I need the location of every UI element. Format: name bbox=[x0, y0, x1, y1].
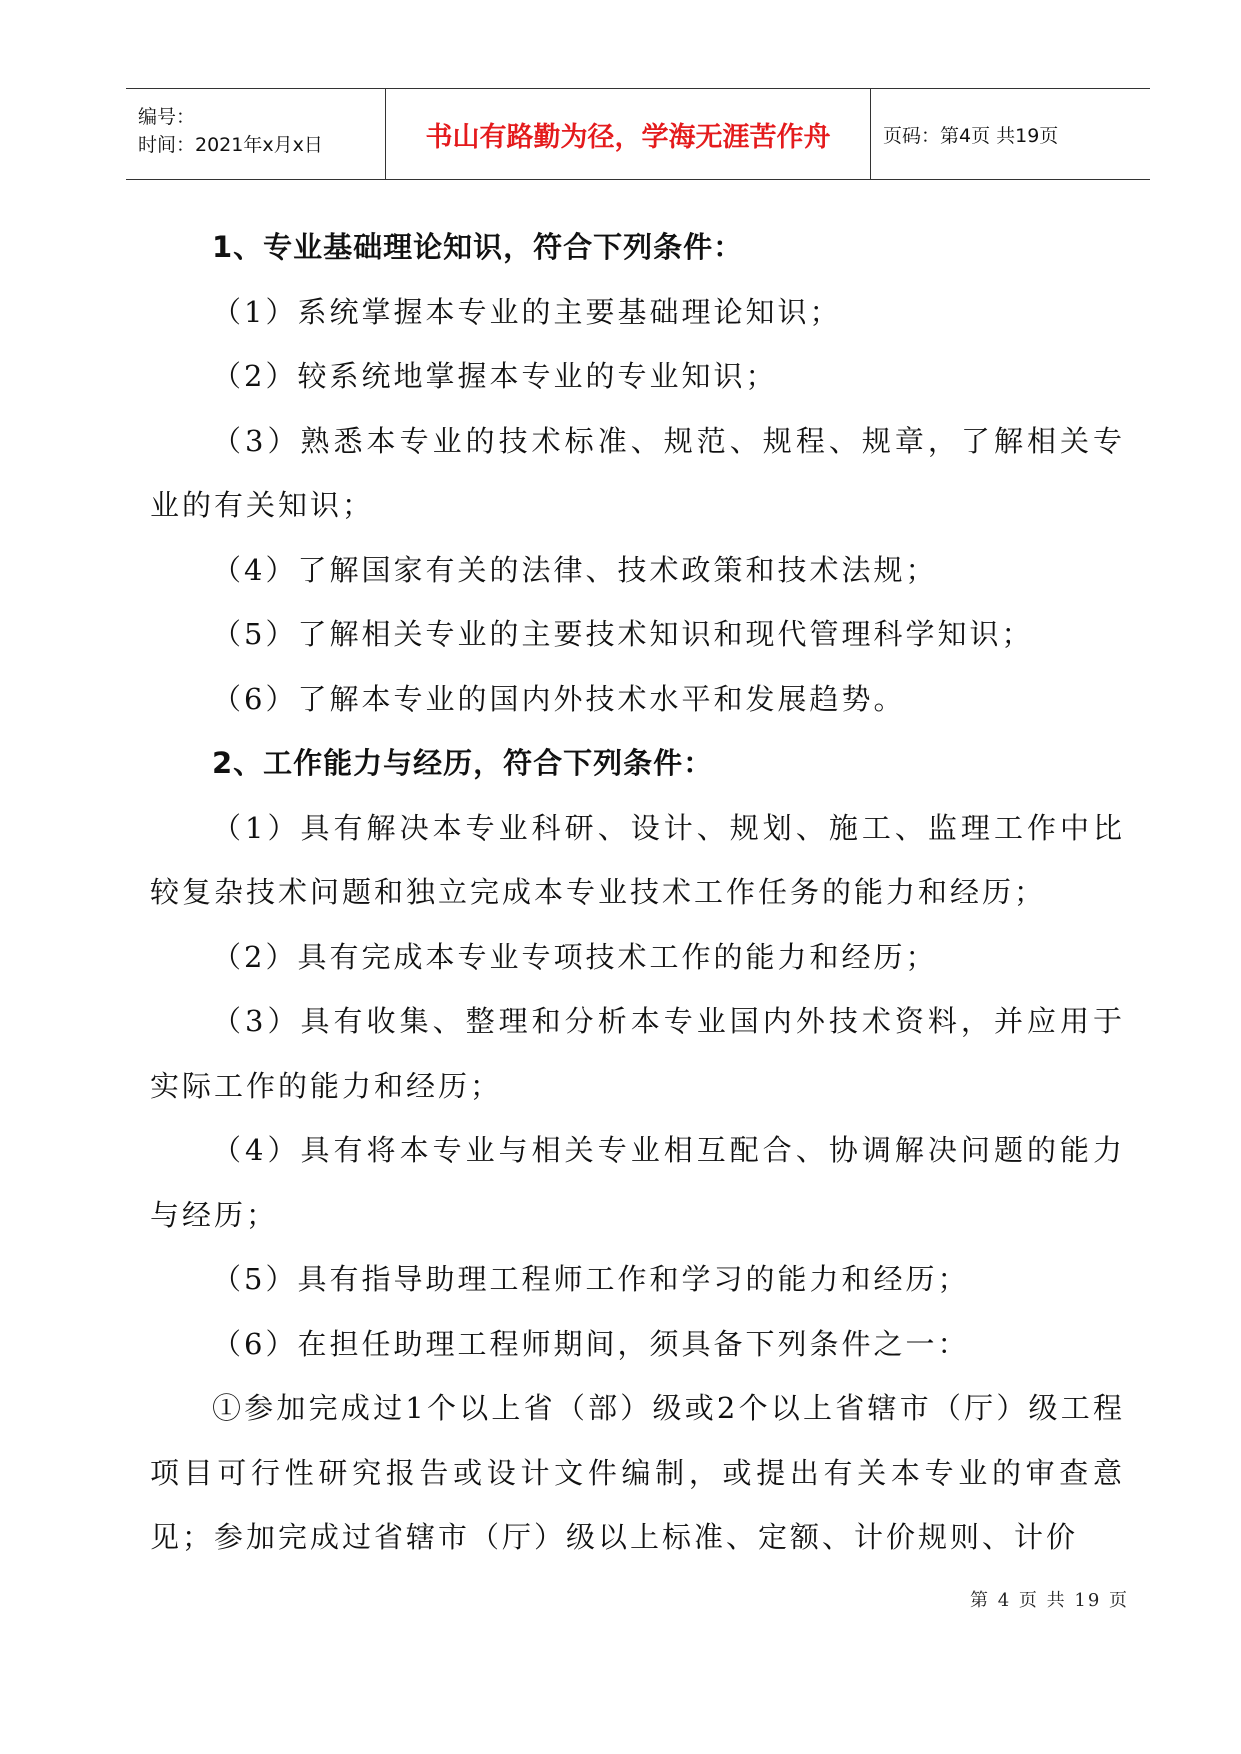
paragraph: （4）了解国家有关的法律、技术政策和技术法规； bbox=[212, 552, 938, 587]
number-label: 编号： bbox=[138, 106, 196, 128]
document-header bbox=[126, 88, 1150, 180]
document-body bbox=[150, 215, 1125, 1570]
header-meta bbox=[126, 89, 386, 179]
paragraph: ①参加完成过1个以上省（部）级或2个以上省辖市（厅）级工程项目可行性研究报告或设计文件编制，或提出有关本专业的审查意见；参加完成过省辖市（厅）级以上标准、定额、计价规则、计价 bbox=[150, 1391, 1125, 1554]
paragraph: （3）具有收集、整理和分析本专业国内外技术资料，并应用于实际工作的能力和经历； bbox=[150, 1004, 1125, 1103]
paragraph: （3）熟悉本专业的技术标准、规范、规程、规章，了解相关专业的有关知识； bbox=[150, 423, 1125, 522]
motto-text: 书山有路勤为径，学海无涯苦作舟 bbox=[425, 121, 831, 153]
paragraph: （1）具有解决本专业科研、设计、规划、施工、监理工作中比较复杂技术问题和独立完成本专业技术工作任务的能力和经历； bbox=[150, 810, 1125, 909]
header-motto-cell bbox=[386, 89, 871, 179]
paragraph: （5）具有指导助理工程师工作和学习的能力和经历； bbox=[212, 1262, 970, 1296]
section-heading: 2、工作能力与经历，符合下列条件： bbox=[212, 746, 714, 780]
paragraph: （2）较系统地掌握本专业的专业知识； bbox=[212, 359, 778, 393]
header-page-cell bbox=[871, 89, 1150, 179]
paragraph: （4）具有将本专业与相关专业相互配合、协调解决问题的能力与经历； bbox=[150, 1133, 1125, 1232]
paragraph: （6）在担任助理工程师期间，须具备下列条件之一： bbox=[212, 1326, 970, 1361]
paragraph: （5）了解相关专业的主要技术知识和现代管理科学知识； bbox=[212, 617, 1034, 651]
paragraph: （2）具有完成本专业专项技术工作的能力和经历； bbox=[212, 939, 938, 974]
paragraph: （1）系统掌握本专业的主要基础理论知识； bbox=[212, 294, 842, 329]
paragraph: （6）了解本专业的国内外技术水平和发展趋势。 bbox=[212, 681, 906, 716]
page-label: 页码：第4页 共19页 bbox=[883, 124, 1059, 147]
page-footer: 第 4 页 共 19 页 bbox=[970, 1590, 1129, 1611]
section-heading: 1、专业基础理论知识，符合下列条件： bbox=[212, 230, 744, 264]
time-label: 时间：2021年x月x日 bbox=[138, 134, 323, 156]
